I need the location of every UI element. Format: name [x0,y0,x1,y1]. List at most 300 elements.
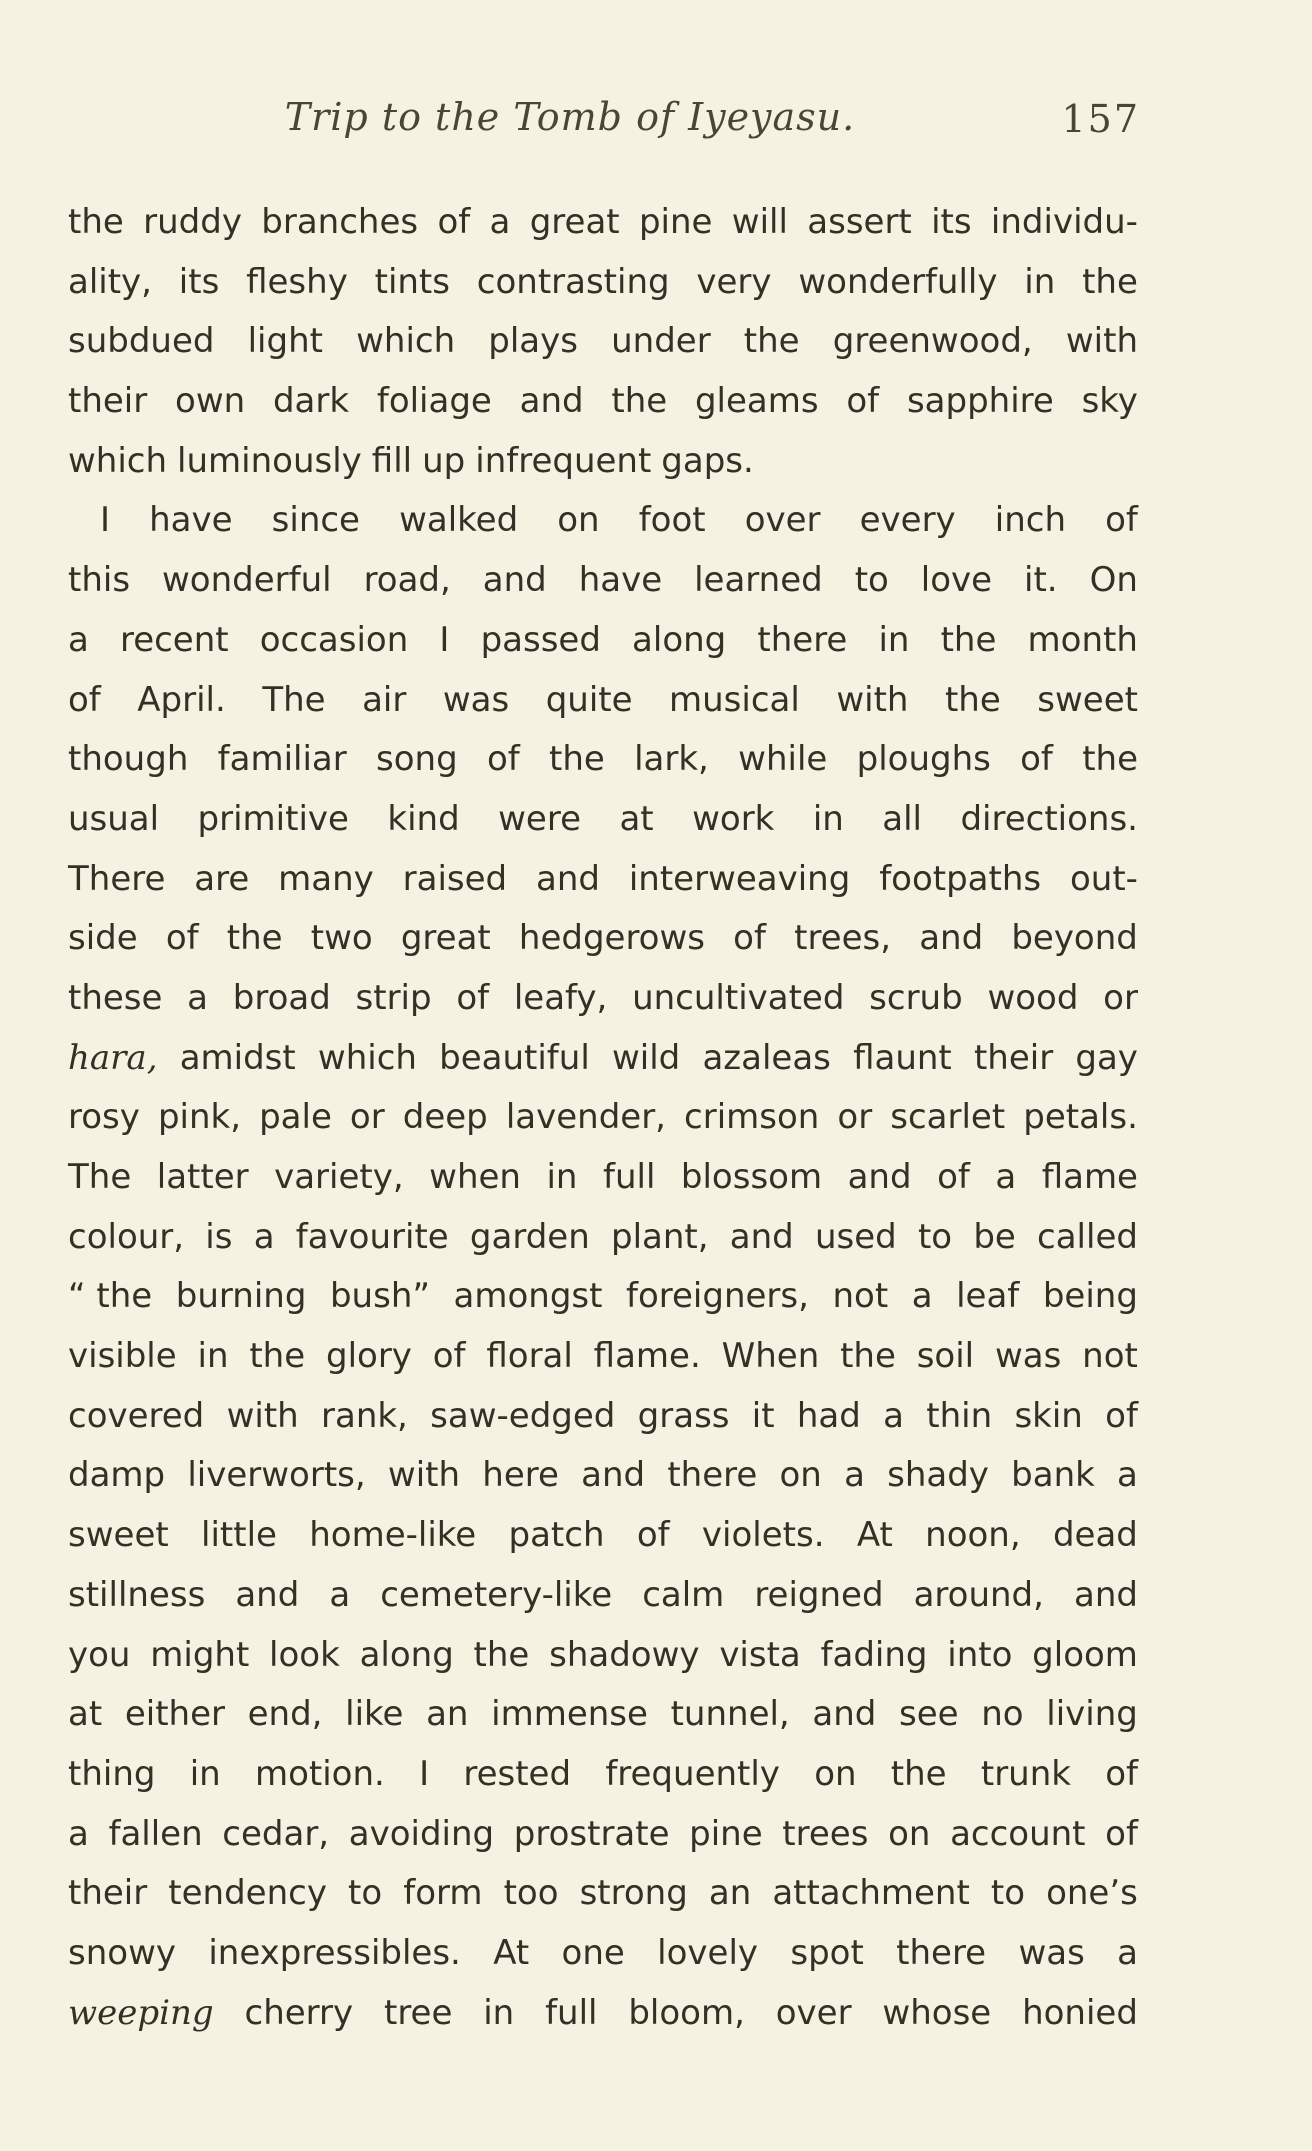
word: scarlet [890,1097,1006,1138]
word: there [896,1932,987,1973]
word: of [937,1157,970,1197]
word: skin [1014,1395,1083,1436]
word: the [249,1336,306,1377]
word: of [1105,1813,1138,1854]
word: contrasting [476,261,670,302]
word: walked [399,500,519,541]
word: there [757,619,848,660]
word: gloom [1032,1634,1138,1675]
word: account [950,1813,1086,1854]
word: pale [259,1097,332,1138]
word: and [235,1574,300,1615]
text-line [68,611,1138,671]
word: deep [402,1097,488,1138]
word: end, [247,1694,323,1735]
word: of [733,918,766,959]
word: strong [579,1873,688,1914]
word: all [882,798,922,839]
word: form [403,1873,483,1914]
text-line [68,312,1138,372]
word: of [68,679,101,720]
word: living [1046,1694,1138,1735]
word: around, [913,1574,1044,1615]
word: spot [790,1932,864,1973]
word: saw-edged [430,1395,616,1436]
word: directions. [960,798,1138,839]
word: along [632,619,727,660]
word: trees [782,1813,869,1854]
word: fill [371,440,413,481]
word: calm [642,1574,725,1615]
word: garden [469,1216,590,1257]
italic-word: hara, [68,1037,158,1078]
word: look [269,1634,340,1675]
word: one [561,1932,625,1973]
word: flame [1041,1157,1138,1197]
word: a [911,1276,933,1317]
word: thin [926,1395,993,1436]
word: of [1105,1395,1138,1436]
word: was [994,1336,1062,1377]
word: vista [719,1634,801,1675]
text-line [68,1208,1138,1268]
word: snowy [68,1932,176,1973]
text-line [68,730,1138,790]
word: occasion [259,619,409,660]
word: The [68,1157,132,1197]
word: like [345,1694,404,1735]
word: luminously [177,440,362,481]
word: its [178,261,220,302]
word: cemetery-like [380,1574,613,1615]
word: was [442,679,510,720]
word: a [1117,1455,1138,1496]
word: their [68,381,148,422]
word: up [422,440,466,481]
word: attachment [772,1873,970,1914]
word: too [503,1873,559,1914]
word: flame. [593,1336,701,1377]
word: to [917,1216,953,1257]
word: the [1082,739,1138,780]
word: being [1042,1276,1138,1317]
word: a [995,1157,1017,1197]
word: sapphire [906,381,1054,422]
word: great [529,202,620,242]
word: the [890,1753,947,1794]
word: kind [387,798,460,839]
word: road, [363,560,451,601]
word: sweet [1037,679,1138,720]
word: frequently [605,1753,780,1794]
word: trees, [794,918,892,959]
word: it [751,1395,775,1436]
word: and [919,918,984,959]
word: subdued [68,321,215,362]
word: fleshy [246,261,348,302]
word: and [482,560,547,601]
word: colour, [68,1216,185,1257]
word: to [990,1873,1026,1914]
text-line [68,1506,1138,1566]
word: since [271,500,360,541]
word: full [602,1157,656,1197]
word: quite [545,679,633,720]
word: inexpressibles. [208,1932,461,1973]
word: are [194,858,250,899]
word: the [226,918,283,959]
word: At [856,1515,893,1556]
word: of [437,202,471,242]
word: immense [491,1694,648,1735]
word: the [940,619,997,660]
word: I [100,500,111,541]
word: bush” [329,1276,430,1317]
word: fading [820,1634,928,1675]
word: individu- [990,202,1138,242]
word: not [832,1276,889,1317]
page-header [70,95,1140,155]
word: side [68,918,138,959]
word: of [846,381,880,422]
word: whose [882,1992,992,2033]
word: burning [175,1276,307,1317]
word: and [1073,1574,1138,1615]
word: which [68,440,168,481]
word: here [482,1455,559,1496]
word: the [840,1336,896,1377]
word: full [545,1992,598,2033]
word: grass [637,1395,730,1436]
word: the [473,1634,530,1675]
word: a [844,1455,865,1496]
text-line [68,1626,1138,1686]
text-line [68,491,1138,551]
word: There [68,858,166,899]
word: with [226,1395,299,1436]
word: leaf [956,1276,1020,1317]
word: in [197,1336,229,1377]
word: no [981,1694,1024,1735]
word: a [253,1216,275,1257]
word: or [1103,977,1138,1018]
word: of [1105,500,1138,541]
word: of [456,977,490,1018]
word: stillness [68,1574,206,1615]
word: and [581,1455,646,1496]
word: At [493,1932,530,1973]
word: bloom, [628,1992,745,2033]
word: violets. [701,1515,825,1556]
word: foot [638,500,706,541]
word: song [376,739,458,780]
word: amongst [453,1276,603,1317]
word: flaunt [853,1037,952,1078]
word: a [68,1813,89,1854]
word: beautiful [439,1037,590,1078]
text-line [68,1685,1138,1745]
word: a [883,1395,904,1436]
word: many [278,858,374,899]
text-line [68,1148,1138,1208]
word: pine [638,202,713,242]
word: April. [137,679,226,720]
word: to [854,560,889,601]
word: over [775,1992,852,2033]
word: crimson [684,1097,820,1138]
word: with [1065,321,1138,362]
text-line [68,1864,1138,1924]
word: in [812,798,844,839]
word: the [611,381,668,422]
word: floral [486,1336,573,1377]
word: covered [68,1395,205,1436]
word: liverworts, [187,1455,366,1496]
word: On [1089,560,1138,601]
word: trunk [980,1753,1071,1794]
text-line [68,1566,1138,1626]
word: rested [463,1753,572,1794]
word: used [814,1216,897,1257]
word: strip [355,977,432,1018]
word: at [619,798,654,839]
word: was [1018,1932,1085,1973]
word: tints [374,261,450,302]
word: two [310,918,373,959]
word: of [636,1515,670,1556]
word: glory [325,1336,412,1377]
word: called [1037,1216,1138,1257]
text-line [68,372,1138,432]
word: pink, [157,1097,242,1138]
word: damp [68,1455,166,1496]
text-line [68,671,1138,731]
word: while [738,739,828,780]
word: will [731,202,788,242]
word: of [165,918,199,959]
word: an [708,1873,752,1914]
text-line [68,1805,1138,1865]
word: patch [508,1515,605,1556]
word: and [519,381,584,422]
page-number: 157 [1061,97,1140,141]
word: it. [1024,560,1058,601]
word: had [796,1395,861,1436]
word: branches [261,202,419,242]
word: wild [611,1037,681,1078]
word: or [837,1097,873,1138]
word: uncultivated [632,977,845,1018]
word: inch [994,500,1067,541]
word: plays [488,321,578,362]
word: one’s [1046,1873,1138,1914]
word: an [426,1694,469,1735]
word: great [400,918,491,959]
word: in [546,1157,578,1197]
word: in [878,619,910,660]
word: honied [1022,1992,1138,2033]
word: the [944,679,1001,720]
text-line [68,1745,1138,1805]
word: raised [402,858,508,899]
word: not [1082,1336,1138,1377]
word: its [931,202,972,242]
text-line [68,790,1138,850]
word: out- [1069,858,1138,899]
text-line [68,1327,1138,1387]
word: sweet [68,1515,169,1556]
word: have [149,500,233,541]
word: plant, [611,1216,709,1257]
word: wonderfully [798,261,998,302]
word: of [486,739,520,780]
word: amidst [179,1037,296,1078]
word: under [611,321,711,362]
word: shady [887,1455,989,1496]
text-line [68,1446,1138,1506]
word: leafy, [513,977,608,1018]
word: a [1117,1932,1138,1973]
word: is [205,1216,233,1257]
text-line [68,1029,1138,1089]
text-line [68,551,1138,611]
word: a [489,202,511,242]
word: their [973,1037,1054,1078]
word: dead [1052,1515,1138,1556]
word: of [1020,739,1053,780]
word: were [498,798,581,839]
word: pine [689,1813,763,1854]
running-title: Trip to the Tomb of Iyeyasu. [284,95,856,139]
word: own [175,381,246,422]
word: latter [156,1157,249,1197]
word: on [557,500,600,541]
word: and [729,1216,794,1257]
word: I [439,619,450,660]
word: sky [1081,381,1138,422]
text-line [68,969,1138,1029]
word: prostrate [513,1813,670,1854]
word: noon, [925,1515,1021,1556]
word: of [1105,1753,1138,1794]
word: scrub [869,977,963,1018]
word: air [362,679,407,720]
word: tendency [168,1873,327,1914]
word: the [743,321,800,362]
word: usual [68,798,160,839]
word: their [68,1873,148,1914]
word: lavender, [505,1097,666,1138]
word: ality, [68,261,152,302]
word: passed [480,619,601,660]
word: beyond [1011,918,1138,959]
text-line [68,253,1138,313]
word: into [947,1634,1013,1675]
word: of [432,1336,466,1377]
word: either [124,1694,225,1735]
word: the [1082,261,1138,302]
word: in [189,1753,221,1794]
word: or [349,1097,385,1138]
word: petals. [1023,1097,1138,1138]
word: greenwood, [832,321,1033,362]
word: which [317,1037,417,1078]
word: foreigners, [626,1276,809,1317]
word: with [387,1455,461,1496]
text-line [68,1088,1138,1148]
word: in [1024,261,1056,302]
word: on [779,1455,822,1496]
word: tunnel, [670,1694,790,1735]
word: azaleas [702,1037,831,1078]
italic-word: weeping [68,1992,214,2033]
word: very [696,261,772,302]
word: little [201,1515,277,1556]
word: infrequent [475,440,652,481]
word: learned [694,560,823,601]
word: rosy [68,1097,140,1138]
word: a [68,619,89,660]
body-text [68,193,1138,2043]
word: shadowy [549,1634,700,1675]
text-line [68,193,1138,253]
word: this [68,560,131,601]
word: primitive [197,798,349,839]
word: rank, [321,1395,408,1436]
word: fallen [108,1813,203,1854]
word: you [68,1634,131,1675]
word: favourite [295,1216,449,1257]
word: these [68,977,163,1018]
word: wood [987,977,1079,1018]
word: have [578,560,663,601]
word: I [419,1753,430,1794]
word: there [667,1455,758,1496]
word: work [692,798,775,839]
word: every [859,500,956,541]
word: gleams [694,381,819,422]
text-line [68,1984,1138,2044]
word: though [68,739,189,780]
word: thing [68,1753,156,1794]
word: dark [272,381,350,422]
word: visible [68,1336,177,1377]
word: be [973,1216,1016,1257]
word: see [899,1694,959,1735]
word: motion. [254,1753,385,1794]
word: might [150,1634,250,1675]
word: assert [807,202,912,242]
word: and [812,1694,877,1735]
word: at [68,1694,103,1735]
word: blossom [680,1157,823,1197]
word: and [535,858,600,899]
word: on [814,1753,857,1794]
word: which [356,321,456,362]
word: cherry [244,1992,354,2033]
word: home-like [309,1515,477,1556]
word: ruddy [143,202,242,242]
word: ploughs [856,739,991,780]
text-line [68,1924,1138,1984]
word: a [187,977,209,1018]
word: the [68,202,124,242]
word: to [348,1873,383,1914]
word: lark, [634,739,709,780]
text-line [68,1267,1138,1327]
word: When [721,1336,820,1377]
word: light [247,321,323,362]
